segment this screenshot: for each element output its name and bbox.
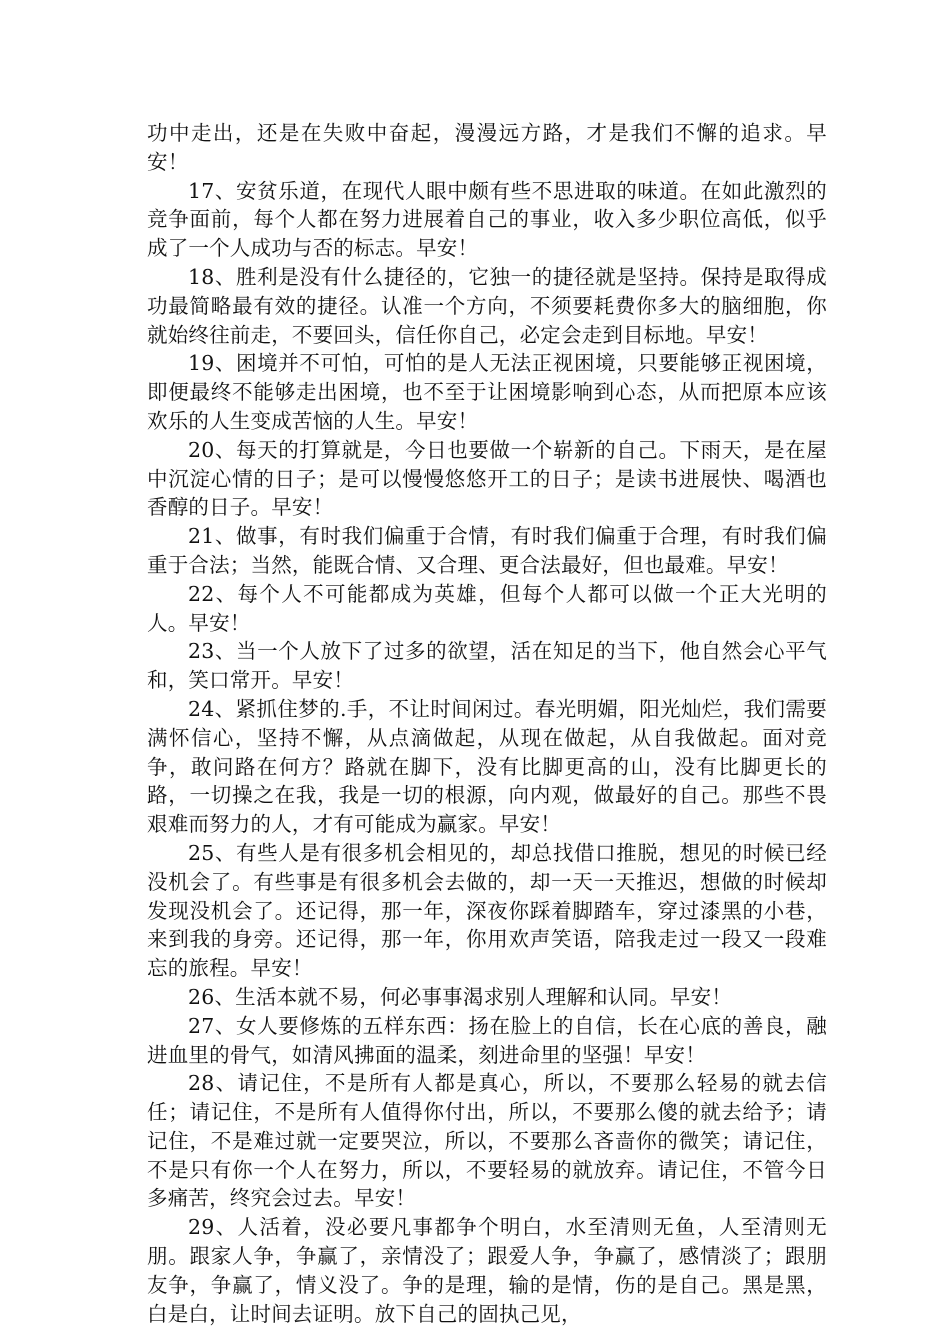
paragraph-22: 22、每个人不可能都成为英雄，但每个人都可以做一个正大光明的人。早安！ bbox=[147, 581, 827, 635]
paragraph-29: 29、人活着，没必要凡事都争个明白，水至清则无鱼，人至清则无朋。跟家人争，争赢了，亲情没了；跟爱人争，争赢了，感情淡了；跟朋友争，争赢了，情义没了。争的是理，输的是情，伤的是自己。黑是黑，白是白，让时间去证明。放下自己的固执己见， bbox=[147, 1215, 827, 1326]
paragraph-28: 28、请记住，不是所有人都是真心，所以，不要那么轻易的就去信任；请记住，不是所有人值得你付出，所以，不要那么傻的就去给予；请记住，不是难过就一定要哭泣，所以，不要那么吝啬你的微笑；请记住，不是只有你一个人在努力，所以，不要轻易的就放弃。请记住，不管今日多痛苦，终究会过去。早安！ bbox=[147, 1071, 827, 1211]
document-body bbox=[147, 119, 827, 1328]
paragraph-25: 25、有些人是有很多机会相见的，却总找借口推脱，想见的时候已经没机会了。有些事是有很多机会去做的，却一天一天推迟，想做的时候却发现没机会了。还记得，那一年，深夜你踩着脚踏车，穿过漆黑的小巷，来到我的身旁。还记得，那一年，你用欢声笑语，陪我走过一段又一段难忘的旅程。早安！ bbox=[147, 840, 827, 981]
paragraph-17: 17、安贫乐道，在现代人眼中颇有些不思进取的味道。在如此激烈的竞争面前，每个人都在努力进展着自己的事业，收入多少职位高低，似乎成了一个人成功与否的标志。早安！ bbox=[147, 178, 827, 261]
paragraph-24: 24、紧抓住梦的.手，不让时间闲过。春光明媚，阳光灿烂，我们需要满怀信心，坚持不懈，从点滴做起，从现在做起，从自我做起。面对竞争，敢问路在何方？路就在脚下，没有比脚更高的山，没有比脚更长的路，一切操之在我，我是一切的根源，向内观，做最好的自己。那些不畏艰难而努力的人，才有可能成为赢家。早安！ bbox=[147, 696, 827, 837]
paragraph-19: 19、困境并不可怕，可怕的是人无法正视困境，只要能够正视困境，即便最终不能够走出困境，也不至于让困境影响到心态，从而把原本应该欢乐的人生变成苦恼的人生。早安！ bbox=[147, 351, 827, 433]
paragraph-23: 23、当一个人放下了过多的欲望，活在知足的当下，他自然会心平气和，笑口常开。早安！ bbox=[147, 639, 827, 693]
paragraph-26: 26、生活本就不易，何必事事渴求别人理解和认同。早安！ bbox=[188, 984, 732, 1009]
paragraph-27: 27、女人要修炼的五样东西：扬在脸上的自信，长在心底的善良，融进血里的骨气，如清风拂面的温柔，刻进命里的坚强！早安！ bbox=[147, 1013, 827, 1067]
paragraph-21: 21、做事，有时我们偏重于合情，有时我们偏重于合理，有时我们偏重于合法；当然，能既合情、又合理、更合法最好，但也最难。早安！ bbox=[147, 524, 827, 577]
paragraph-continued: 功中走出，还是在失败中奋起，漫漫远方路，才是我们不懈的追求。早安！ bbox=[147, 121, 827, 174]
paragraph-18: 18、胜利是没有什么捷径的，它独一的捷径就是坚持。保持是取得成功最简略最有效的捷径。认准一个方向，不须要耗费你多大的脑细胞，你就始终往前走，不要回头，信任你自己，必定会走到目标地。早安！ bbox=[147, 264, 827, 347]
paragraph-20: 20、每天的打算就是，今日也要做一个崭新的自己。下雨天，是在屋中沉淀心情的日子；是可以慢慢悠悠开工的日子；是读书进展快、喝酒也香醇的日子。早安！ bbox=[147, 437, 827, 520]
